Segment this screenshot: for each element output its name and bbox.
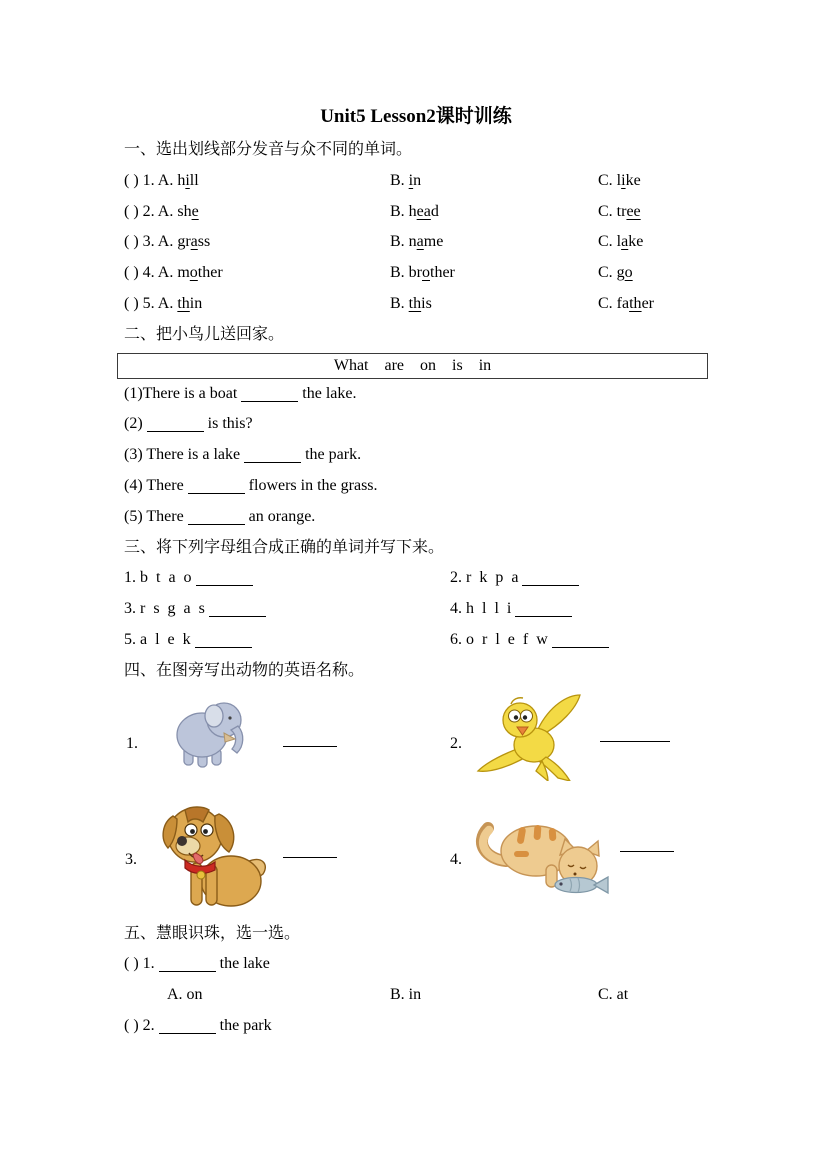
phonics-q5-option-c (598, 289, 708, 320)
fill-item-5: (5) There an orange. (124, 507, 316, 525)
unscramble-item-4: 4. h l l i (450, 594, 708, 625)
phonics-q4-option-a (124, 258, 390, 289)
fill-item-1: (1)There is a boat the lake. (124, 384, 357, 402)
answer-blank (241, 390, 298, 402)
section-two-heading: 二、把小鸟儿送回家。 (124, 325, 285, 343)
word-bank-box (117, 353, 708, 379)
bird-image (476, 689, 584, 781)
section-one-heading: 一、选出划线部分发音与众不同的单词。 (124, 141, 413, 158)
animal-row-2 (124, 793, 708, 919)
phonics-q3-option-a (124, 227, 390, 258)
unscramble-item-2: 2. r k p a (450, 563, 708, 594)
phonics-q1-option-c (598, 166, 708, 197)
answer-blank (515, 605, 572, 617)
answer-blank (209, 605, 266, 617)
option-label: B. (390, 264, 405, 282)
option-word: thin (177, 294, 203, 312)
choice-option-b: B. in (390, 986, 422, 1004)
option-label: B. (390, 171, 405, 189)
phonics-q2-option-a (124, 197, 390, 228)
option-word: father (616, 294, 654, 312)
answer-blank (195, 636, 252, 648)
answer-blank (188, 513, 245, 525)
phonics-row-5 (124, 289, 708, 320)
phonics-q4-option-c (598, 258, 708, 289)
option-word: in (408, 171, 422, 189)
answer-parens: ( ) 1. (124, 171, 155, 189)
unscramble-row-3 (124, 625, 708, 656)
option-word: go (616, 264, 633, 282)
phonics-q4-option-b (390, 258, 598, 289)
answer-blank (188, 482, 245, 494)
animal-item-number: 4. (450, 850, 462, 868)
unscramble-row-2 (124, 594, 708, 625)
option-word: brother (408, 264, 455, 282)
unscramble-item-6: 6. o r l e f w (450, 625, 708, 656)
dog-image (145, 801, 271, 909)
unscramble-item-5: 5. a l e k (124, 625, 450, 656)
unscramble-item-3: 3. r s g a s (124, 594, 450, 625)
option-word: like (616, 171, 641, 189)
elephant-image (168, 693, 250, 771)
phonics-q2-option-b (390, 197, 598, 228)
answer-blank (244, 451, 301, 463)
answer-parens: ( ) 1. (124, 955, 155, 973)
answer-blank (159, 1022, 216, 1034)
fill-item-4: (4) There flowers in the grass. (124, 476, 378, 494)
option-word: mother (177, 264, 223, 282)
option-word: name (408, 233, 444, 251)
answer-parens: ( ) 2. (124, 1016, 155, 1034)
phonics-row-1 (124, 166, 708, 197)
option-word: grass (177, 233, 211, 251)
choice-question-1: ( ) 1. the lake (124, 955, 270, 973)
section-four-heading: 四、在图旁写出动物的英语名称。 (124, 661, 365, 679)
phonics-q3-option-c (598, 227, 708, 258)
option-word: this (408, 294, 432, 312)
option-word: hill (177, 171, 199, 189)
choice-q1-options (124, 980, 708, 1011)
option-word: tree (616, 202, 641, 220)
option-word: lake (616, 233, 644, 251)
word-bank-word: on (420, 356, 437, 374)
option-label: C. (598, 294, 613, 312)
option-word: she (177, 202, 199, 220)
phonics-q3-option-b (390, 227, 598, 258)
fill-item-3: (3) There is a lake the park. (124, 446, 362, 464)
animal-row-1 (124, 687, 708, 793)
answer-blank (147, 420, 204, 432)
answer-blank (552, 636, 609, 648)
animal-item-number: 1. (126, 734, 138, 752)
option-label: A. (157, 202, 174, 220)
animal-item-number: 2. (450, 734, 462, 752)
option-label: A. (157, 264, 174, 282)
phonics-q2-option-c (598, 197, 708, 228)
page-title: Unit5 Lesson2课时训练 (320, 106, 512, 127)
section-three-heading: 三、将下列字母组合成正确的单词并写下来。 (124, 538, 445, 556)
phonics-q5-option-b (390, 289, 598, 320)
section-five-heading: 五、慧眼识珠，选一选。 (124, 924, 301, 942)
unscramble-item-1: 1. b t a o (124, 563, 450, 594)
phonics-q1-option-b (390, 166, 598, 197)
word-bank-word: What (333, 356, 369, 374)
choice-option-a: A. on (167, 986, 203, 1004)
option-label: A. (157, 171, 174, 189)
answer-parens: ( ) 3. (124, 233, 155, 251)
option-label: C. (598, 171, 613, 189)
answer-parens: ( ) 4. (124, 264, 155, 282)
phonics-row-4 (124, 258, 708, 289)
option-label: A. (157, 233, 174, 251)
choice-question-2: ( ) 2. the park (124, 1016, 272, 1034)
answer-parens: ( ) 2. (124, 202, 155, 220)
answer-blank (522, 574, 579, 586)
word-bank-word: is (452, 356, 463, 374)
answer-blank (620, 851, 674, 852)
answer-blank (159, 960, 216, 972)
option-label: B. (390, 294, 405, 312)
phonics-q1-option-a (124, 166, 390, 197)
word-bank-word: are (384, 356, 405, 374)
word-bank-word: in (478, 356, 492, 374)
answer-blank (283, 746, 337, 747)
option-word: head (408, 202, 439, 220)
answer-blank (600, 741, 670, 742)
answer-parens: ( ) 5. (124, 294, 155, 312)
option-label: A. (157, 294, 174, 312)
option-label: C. (598, 264, 613, 282)
animal-item-number: 3. (125, 850, 137, 868)
option-label: B. (390, 202, 405, 220)
answer-blank (283, 857, 337, 858)
phonics-row-2 (124, 197, 708, 228)
option-label: C. (598, 202, 613, 220)
option-label: B. (390, 233, 405, 251)
phonics-q5-option-a (124, 289, 390, 320)
answer-blank (196, 574, 253, 586)
choice-option-c: C. at (598, 986, 629, 1004)
unscramble-row-1 (124, 563, 708, 594)
option-label: C. (598, 233, 613, 251)
fill-item-2: (2) is this? (124, 415, 253, 433)
cat-image (462, 815, 612, 895)
phonics-row-3 (124, 227, 708, 258)
